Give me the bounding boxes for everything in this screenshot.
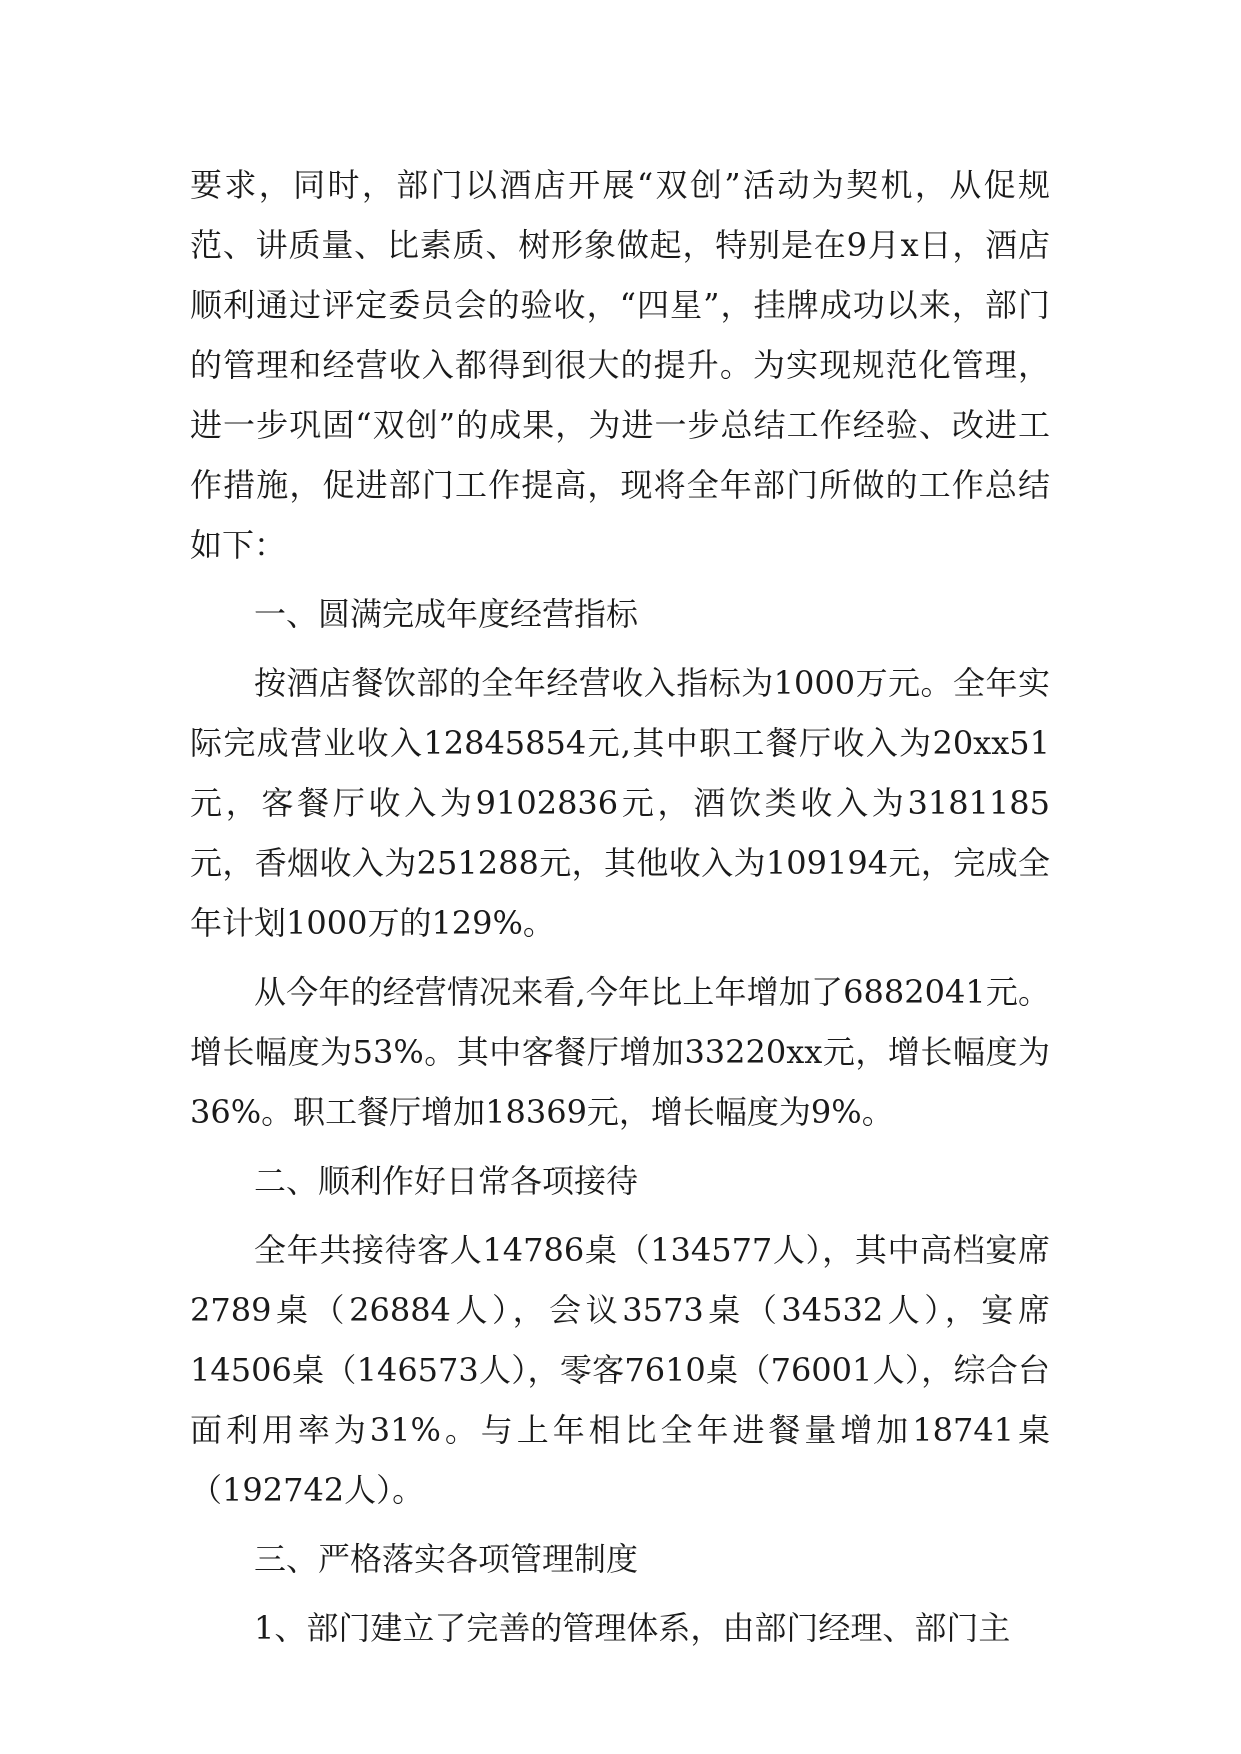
section-heading-2: 二、顺利作好日常各项接待: [254, 1162, 639, 1200]
section-heading-3: 三、严格落实各项管理制度: [254, 1540, 639, 1578]
paragraph-intro: 要求，同时，部门以酒店开展“双创”活动为契机，从促规范、讲质量、比素质、树形象做起，特别是在9月x日，酒店顺利通过评定委员会的验收，“四星”，挂牌成功以来，部门的管理和经营收入都得到很大的提升。为实现规范化管理，进一步巩固“双创”的成果，为进一步总结工作经验、改进工作措施，促进部门工作提高，现将全年部门所做的工作总结如下：: [190, 166, 1050, 564]
paragraph-management: 1、部门建立了完善的管理体系，由部门经理、部门主: [254, 1609, 1011, 1647]
paragraph-revenue: 按酒店餐饮部的全年经营收入指标为1000万元。全年实际完成营业收入12845854元,其中职工餐厅收入为20xx51元，客餐厅收入为9102836元，酒饮类收入为3181185元，香烟收入为251288元，其他收入为109194元，完成全年计划1000万的129%。: [190, 664, 1050, 942]
section-heading-1: 一、圆满完成年度经营指标: [254, 595, 639, 633]
paragraph-growth: 从今年的经营情况来看,今年比上年增加了6882041元。增长幅度为53%。其中客餐厅增加33220xx元，增长幅度为36%。职工餐厅增加18369元，增长幅度为9%。: [190, 973, 1050, 1131]
document-body: [190, 155, 1050, 1658]
paragraph-reception: 全年共接待客人14786桌（134577人），其中高档宴席2789桌（26884人），会议3573桌（34532人），宴席14506桌（146573人），零客7610桌（76001人），综合台面利用率为31%。与上年相比全年进餐量增加18741桌（192742人）。: [190, 1231, 1050, 1509]
